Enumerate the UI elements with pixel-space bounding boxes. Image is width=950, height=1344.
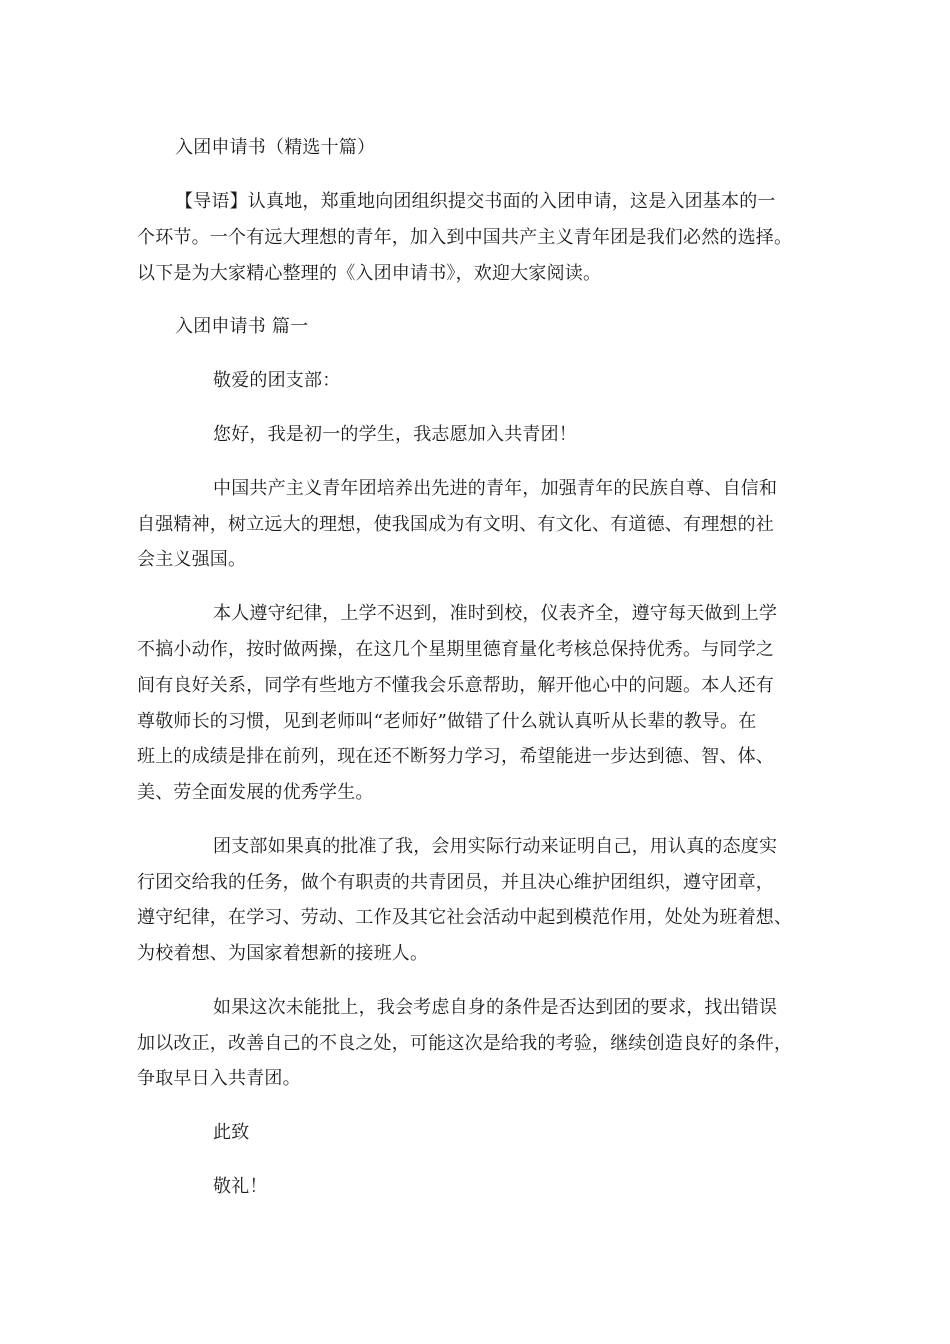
paragraph2-line: 尊敬师长的习惯，见到老师叫“老师好”做错了什么就认真听从长辈的教导。在 — [137, 711, 757, 732]
paragraph3-line: 遵守纪律，在学习、劳动、工作及其它社会活动中起到模范作用，处处为班着想、 — [137, 907, 793, 928]
paragraph2-line: 不搞小动作，按时做两操，在这几个星期里德育量化考核总保持优秀。与同学之 — [137, 639, 774, 660]
paragraph4-line: 争取早日入共青团。 — [137, 1068, 301, 1089]
intro-line: 以下是为大家精心整理的《入团申请书》，欢迎大家阅读。 — [137, 263, 602, 284]
paragraph1-line: 会主义强国。 — [137, 549, 247, 570]
paragraph2-line: 美、劳全面发展的优秀学生。 — [137, 782, 374, 803]
paragraph3-line: 团支部如果真的批准了我，会用实际行动来证明自己，用认真的态度实 — [213, 836, 778, 857]
paragraph2-line: 间有良好关系，同学有些地方不懂我会乐意帮助，解开他心中的问题。本人还有 — [137, 675, 774, 696]
paragraph1-line: 中国共产主义青年团培养出先进的青年，加强青年的民族自尊、自信和 — [213, 478, 778, 499]
paragraph4-line: 如果这次未能批上，我会考虑自身的条件是否达到团的要求，找出错误 — [213, 997, 778, 1018]
paragraph2-line: 本人遵守纪律，上学不迟到，准时到校，仪表齐全，遵守每天做到上学 — [213, 603, 778, 624]
greeting: 您好，我是初一的学生，我志愿加入共青团！ — [213, 424, 577, 445]
closing-line: 敬礼！ — [213, 1176, 268, 1197]
salutation: 敬爱的团支部： — [213, 370, 341, 391]
paragraph1-line: 自强精神，树立远大的理想，使我国成为有文明、有文化、有道德、有理想的社 — [137, 514, 774, 535]
paragraph4-line: 加以改正，改善自己的不良之处，可能这次是给我的考验，继续创造良好的条件， — [137, 1033, 793, 1054]
closing-line: 此致 — [213, 1122, 250, 1143]
intro-line: 个环节。一个有远大理想的青年，加入到中国共产主义青年团是我们必然的选择。 — [137, 227, 793, 248]
section-heading: 入团申请书 篇一 — [175, 316, 309, 337]
document-title: 入团申请书（精选十篇） — [175, 137, 376, 158]
paragraph2-line: 班上的成绩是排在前列，现在还不断努力学习，希望能进一步达到德、智、体、 — [137, 746, 774, 767]
intro-line: 【导语】认真地，郑重地向团组织提交书面的入团申请，这是入团基本的一 — [175, 191, 776, 212]
paragraph3-line: 行团交给我的任务，做个有职责的共青团员，并且决心维护团组织，遵守团章， — [137, 872, 774, 893]
paragraph3-line: 为校着想、为国家着想新的接班人。 — [137, 943, 429, 964]
